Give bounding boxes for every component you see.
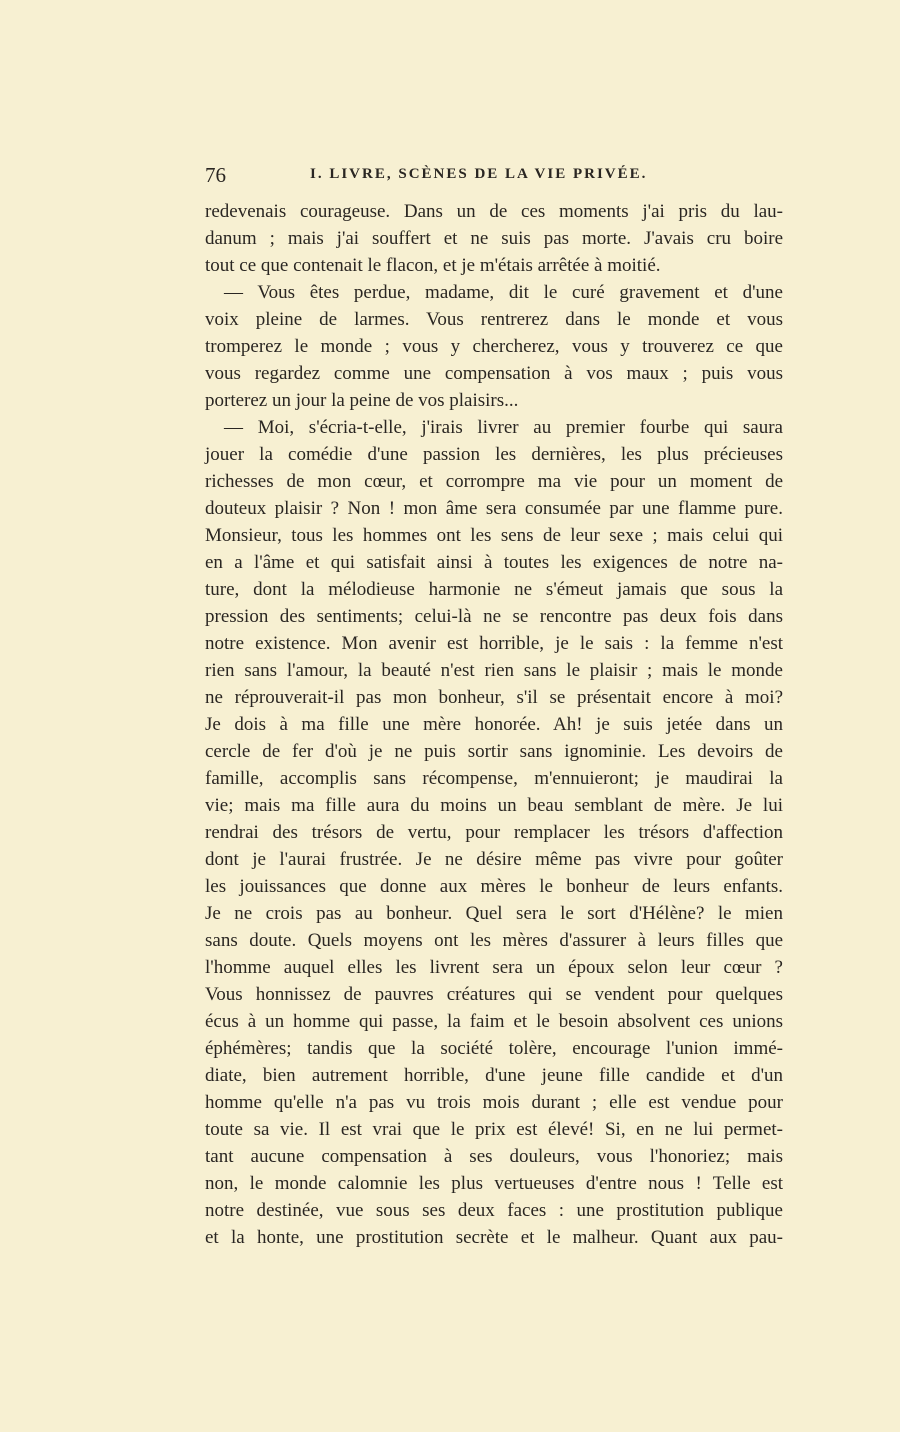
text-line: Je dois à ma fille une mère honorée. Ah! je suis jetée dans un (205, 714, 783, 735)
text-line: éphémères; tandis que la société tolère, encourage l'union immé- (205, 1038, 783, 1059)
text-line: Monsieur, tous les hommes ont les sens de leur sexe ; mais celui qui (205, 525, 783, 546)
page-body-text (205, 198, 783, 1251)
text-line: ne réprouverait-il pas mon bonheur, s'il se présentait encore à moi? (205, 687, 783, 708)
text-line: famille, accomplis sans récompense, m'ennuieront; je maudirai la (205, 768, 783, 789)
text-line: et la honte, une prostitution secrète et le malheur. Quant aux pau- (205, 1227, 783, 1248)
text-line: en a l'âme et qui satisfait ainsi à toutes les exigences de notre na- (205, 552, 783, 573)
text-line: rien sans l'amour, la beauté n'est rien sans le plaisir ; mais le monde (205, 660, 783, 681)
text-line: — Moi, s'écria-t-elle, j'irais livrer au premier fourbe qui saura (205, 417, 783, 438)
text-line: porterez un jour la peine de vos plaisirs... (205, 390, 519, 411)
text-line: sans doute. Quels moyens ont les mères d'assurer à leurs filles que (205, 930, 783, 951)
text-line: notre existence. Mon avenir est horrible, je le sais : la femme n'est (205, 633, 783, 654)
running-header (205, 163, 783, 191)
text-line: vie; mais ma fille aura du moins un beau semblant de mère. Je lui (205, 795, 783, 816)
text-line: cercle de fer d'où je ne puis sortir sans ignominie. Les devoirs de (205, 741, 783, 762)
text-line: jouer la comédie d'une passion les dernières, les plus précieuses (205, 444, 783, 465)
text-line: homme qu'elle n'a pas vu trois mois durant ; elle est vendue pour (205, 1092, 783, 1113)
page-number: 76 (205, 163, 226, 187)
text-line: les jouissances que donne aux mères le bonheur de leurs enfants. (205, 876, 783, 897)
text-line: Je ne crois pas au bonheur. Quel sera le sort d'Hélène? le mien (205, 903, 783, 924)
text-line: tout ce que contenait le flacon, et je m'étais arrêtée à moitié. (205, 255, 661, 276)
text-line: redevenais courageuse. Dans un de ces moments j'ai pris du lau- (205, 201, 783, 222)
text-line: — Vous êtes perdue, madame, dit le curé gravement et d'une (205, 282, 783, 303)
running-title: I. LIVRE, SCÈNES DE LA VIE PRIVÉE. (310, 166, 648, 182)
text-line: voix pleine de larmes. Vous rentrerez dans le monde et vous (205, 309, 783, 330)
text-line: douteux plaisir ? Non ! mon âme sera consumée par une flamme pure. (205, 498, 783, 519)
text-line: non, le monde calomnie les plus vertueuses d'entre nous ! Telle est (205, 1173, 783, 1194)
text-line: notre destinée, vue sous ses deux faces : une prostitution publique (205, 1200, 783, 1221)
text-line: ture, dont la mélodieuse harmonie ne s'émeut jamais que sous la (205, 579, 783, 600)
text-line: toute sa vie. Il est vrai que le prix est élevé! Si, en ne lui permet- (205, 1119, 783, 1140)
text-line: tromperez le monde ; vous y chercherez, vous y trouverez ce que (205, 336, 783, 357)
text-line: pression des sentiments; celui-là ne se rencontre pas deux fois dans (205, 606, 783, 627)
text-line: diate, bien autrement horrible, d'une jeune fille candide et d'un (205, 1065, 783, 1086)
text-line: Vous honnissez de pauvres créatures qui se vendent pour quelques (205, 984, 783, 1005)
text-line: dont je l'aurai frustrée. Je ne désire même pas vivre pour goûter (205, 849, 783, 870)
text-line: l'homme auquel elles les livrent sera un époux selon leur cœur ? (205, 957, 783, 978)
text-line: danum ; mais j'ai souffert et ne suis pas morte. J'avais cru boire (205, 228, 783, 249)
text-line: richesses de mon cœur, et corrompre ma vie pour un moment de (205, 471, 783, 492)
text-line: vous regardez comme une compensation à vos maux ; puis vous (205, 363, 783, 384)
text-line: écus à un homme qui passe, la faim et le besoin absolvent ces unions (205, 1011, 783, 1032)
text-line: rendrai des trésors de vertu, pour remplacer les trésors d'affection (205, 822, 783, 843)
text-line: tant aucune compensation à ses douleurs, vous l'honoriez; mais (205, 1146, 783, 1167)
